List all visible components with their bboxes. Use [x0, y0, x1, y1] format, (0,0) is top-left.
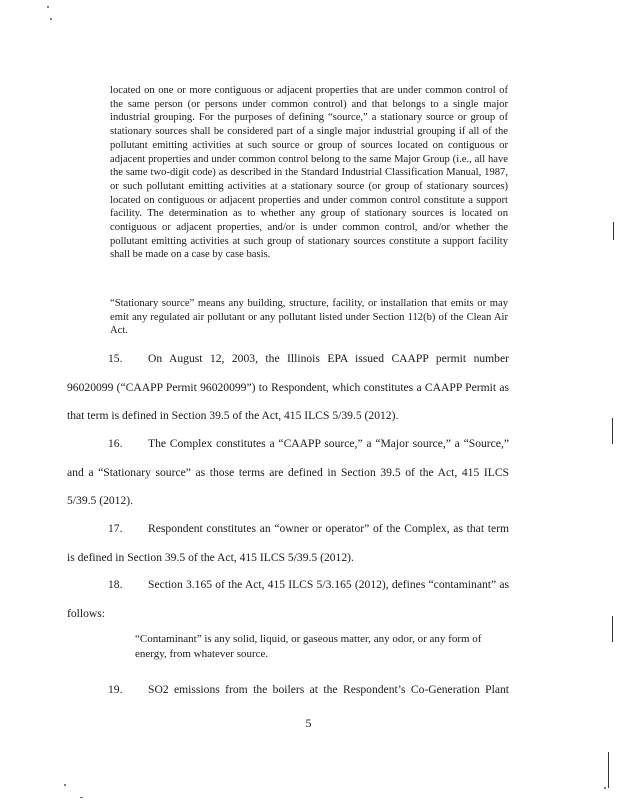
scan-mark: [612, 418, 613, 444]
scan-dot: [50, 18, 52, 20]
scan-mark: [613, 222, 614, 240]
paragraph-number: 18.: [108, 578, 123, 591]
paragraph-number: 17.: [108, 522, 123, 535]
paragraph-16: [67, 430, 509, 516]
paragraph-15: [67, 345, 509, 431]
scan-mark: [608, 752, 609, 788]
scan-mark: [612, 616, 613, 642]
paragraph-number: 15.: [108, 352, 123, 365]
contaminant-definition: “Contaminant” is any solid, liquid, or gaseous matter, any odor, or any form of energy, from whatever source.: [135, 633, 482, 660]
scan-dot: [80, 797, 83, 798]
paragraph-19: [67, 676, 509, 705]
paragraph-number: 19.: [108, 683, 123, 696]
paragraph-17: [67, 515, 509, 572]
scan-dot: [47, 6, 49, 8]
paragraph-text: Section 3.165 of the Act, 415 ILCS 5/3.165 (2012), defines “contaminant” as follows:: [67, 578, 509, 620]
paragraph-text: SO2 emissions from the boilers at the Respondent’s Co-Generation Plant: [148, 683, 509, 696]
paragraph-18: [67, 571, 509, 628]
scan-dot: [604, 787, 606, 789]
page-number: 5: [305, 716, 312, 730]
paragraph-text: Respondent constitutes an “owner or operator” of the Complex, as that term is defined in Section 39.5 of the Act, 415 ILCS 5/39.5 (2012).: [67, 522, 509, 564]
paragraph-number: 16.: [108, 437, 123, 450]
stationary-source-definition-continued: located on one or more contiguous or adjacent properties that are under common control of the same person (or persons under common control) and that belongs to a single major industrial grouping. For the purposes of defining “source,” a stationary source or group of stationary sources shall be considered part of a single major industrial grouping if all of the pollutant emitting activities at such source or group of sources located on contiguous or adjacent properties and under common control belong to the same Major Group (i.e., all have the same two-digit code) as described in the Standard Industrial Classification Manual, 1987, or such pollutant emitting activities at a stationary source (or group of stationary sources) located on contiguous or adjacent properties and under common control constitute a support facility. The determination as to whether any group of stationary sources is located on contiguous or adjacent properties, and/or is under common control, and/or whether the pollutant emitting activities at such group of stationary sources constitute a support facility shall be made on a case by case basis.: [110, 85, 508, 261]
paragraph-text: On August 12, 2003, the Illinois EPA issued CAAPP permit number 96020099 (“CAAPP Permit 96020099”) to Respondent, which constitutes a CAAPP Permit as that term is defined in Section 39.5 of the Act, 415 ILCS 5/39.5 (2012).: [67, 352, 509, 422]
paragraph-text: The Complex constitutes a “CAAPP source,” a “Major source,” a “Source,” and a “Stationary source” as those terms are defined in Section 39.5 of the Act, 415 ILCS 5/39.5 (2012).: [67, 437, 509, 507]
scan-dot: [64, 784, 66, 786]
stationary-source-definition: “Stationary source” means any building, structure, facility, or installation that emits or may emit any regulated air pollutant or any pollutant listed under Section 112(b) of the Clean Air Act.: [110, 298, 508, 337]
